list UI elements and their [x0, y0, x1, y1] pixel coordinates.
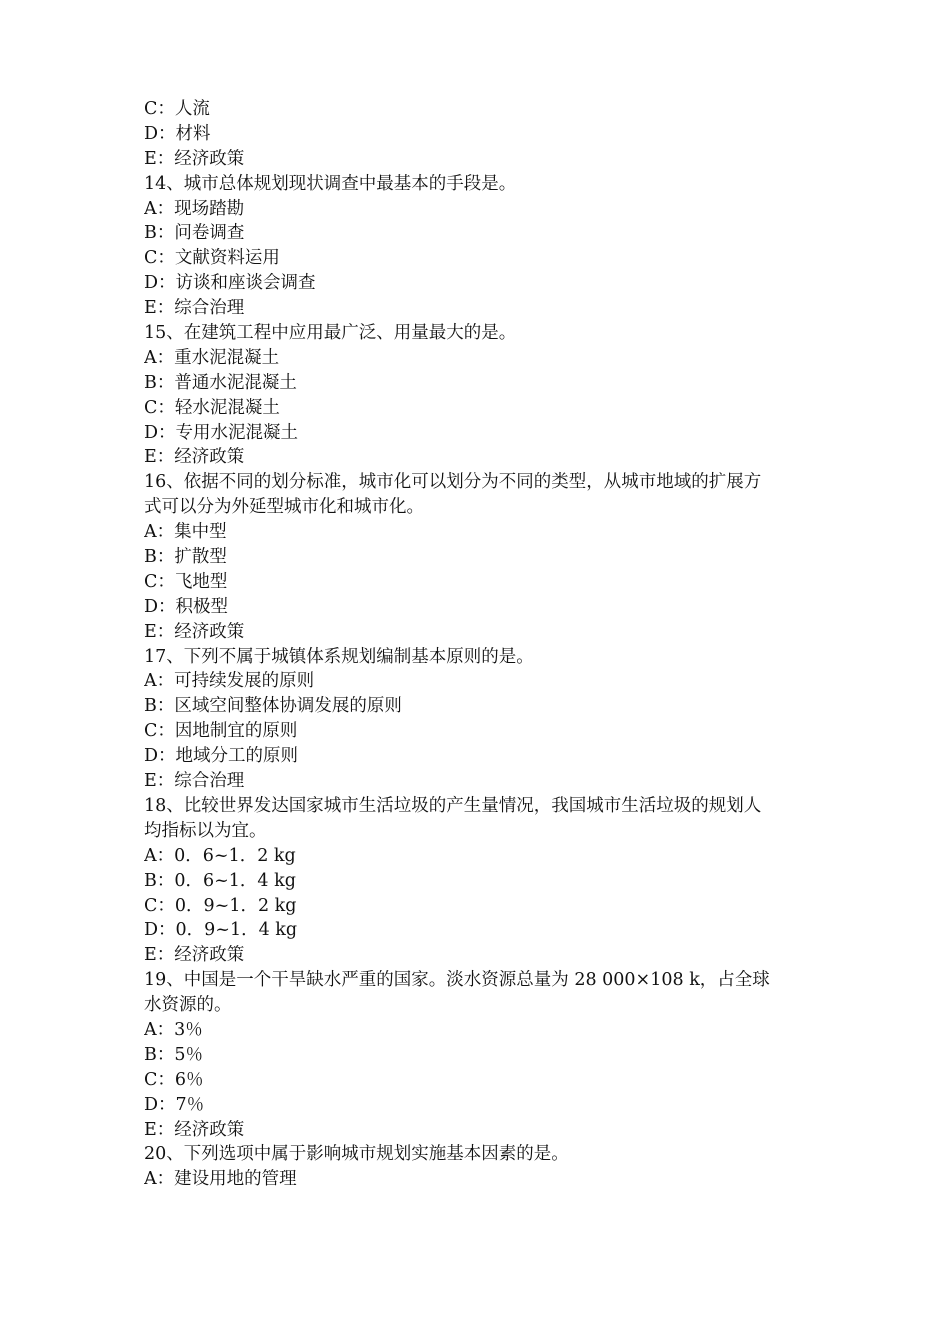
document-page: [144, 97, 812, 1192]
text-line: C：6％: [144, 1069, 204, 1090]
text-line: C：因地制宜的原则: [144, 721, 298, 742]
question-line: 14、城市总体规划现状调查中最基本的手段是。: [144, 173, 517, 194]
text-line: C：文献资料运用: [144, 248, 280, 269]
text-line: B：区域空间整体协调发展的原则: [144, 696, 402, 717]
text-line: B：5％: [144, 1044, 203, 1065]
text-line: D：地域分工的原则: [144, 746, 299, 767]
text-line: D：访谈和座谈会调查: [144, 273, 316, 294]
text-line: B：0．6~1．4 kg: [144, 870, 296, 891]
text-line: E：经济政策: [144, 148, 245, 169]
text-line: B：问卷调查: [144, 223, 245, 244]
question-line: 18、比较世界发达国家城市生活垃圾的产生量情况，我国城市生活垃圾的规划人: [144, 795, 762, 816]
text-line: 均指标以为宜。: [144, 820, 267, 841]
text-line: A：3％: [144, 1019, 203, 1040]
text-line: A：集中型: [144, 522, 227, 543]
text-line: C：飞地型: [144, 571, 228, 592]
question-line: 16、依据不同的划分标准，城市化可以划分为不同的类型，从城市地域的扩展方: [144, 472, 762, 493]
text-line: C：人流: [144, 99, 210, 119]
question-line: 17、下列不属于城镇体系规划编制基本原则的是。: [144, 646, 534, 667]
text-line: A：建设用地的管理: [144, 1169, 297, 1190]
text-line: E：经济政策: [144, 1119, 245, 1140]
text-line: C：0．9~1．2 kg: [144, 895, 297, 916]
question-line: 20、下列选项中属于影响城市规划实施基本因素的是。: [144, 1144, 569, 1165]
text-line: E：综合治理: [144, 771, 245, 792]
text-line: D：7％: [144, 1094, 205, 1115]
text-line: D：材料: [144, 123, 211, 144]
text-line: E：经济政策: [144, 447, 245, 468]
text-line: E：经济政策: [144, 621, 245, 642]
text-line: 水资源的。: [144, 995, 232, 1016]
text-line: E：经济政策: [144, 945, 245, 966]
text-line: D：专用水泥混凝土: [144, 422, 299, 443]
text-line: A：0．6~1．2 kg: [144, 845, 296, 866]
text-line: B：普通水泥混凝土: [144, 372, 297, 393]
text-line: 式可以分为外延型城市化和城市化。: [144, 497, 424, 518]
text-line: A：现场踏勘: [144, 198, 245, 219]
text-line: B：扩散型: [144, 547, 227, 568]
question-line: 19、中国是一个干旱缺水严重的国家。淡水资源总量为 28 000×108 k，占全球: [144, 970, 770, 991]
text-line: A：重水泥混凝土: [144, 347, 280, 368]
text-line: D：积极型: [144, 596, 229, 617]
question-line: 15、在建筑工程中应用最广泛、用量最大的是。: [144, 323, 517, 344]
text-line: D：0．9~1．4 kg: [144, 920, 298, 941]
text-line: A：可持续发展的原则: [144, 671, 315, 692]
text-line: E：综合治理: [144, 298, 245, 319]
text-line: C：轻水泥混凝土: [144, 397, 280, 418]
